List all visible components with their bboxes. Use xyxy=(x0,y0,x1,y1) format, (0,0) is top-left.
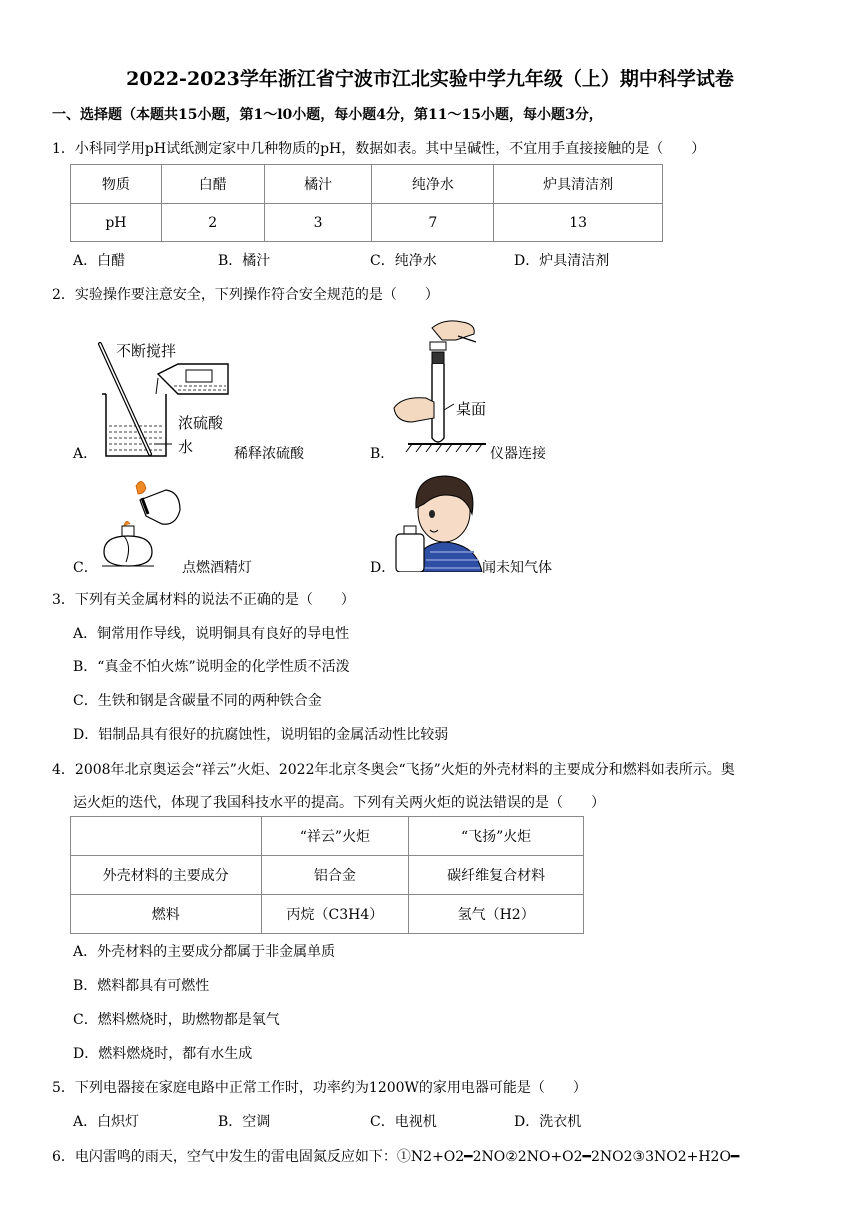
page-title: 2022-2023学年浙江省宁波市江北实验中学九年级（上）期中科学试卷 xyxy=(126,68,734,90)
q4-option: B．燃料都具有可燃性 xyxy=(73,978,210,994)
q1-option: A．白醋 xyxy=(73,253,126,269)
q4-cell xyxy=(71,817,262,856)
q4-option: D．燃料燃烧时，都有水生成 xyxy=(73,1046,253,1062)
q4-cell: 碳纤维复合材料 xyxy=(409,856,584,895)
label-stir: 不断搅拌 xyxy=(116,342,177,360)
q5-option: D．洗衣机 xyxy=(514,1114,582,1130)
q2-option-b-caption: 仪器连接 xyxy=(490,446,546,462)
q1-table xyxy=(70,164,663,242)
q2-option-a-caption: 稀释浓硫酸 xyxy=(234,446,304,462)
q4-cell: “飞扬”火炬 xyxy=(409,817,584,856)
label-tabletop: 桌面 xyxy=(456,400,487,418)
q1-stem: 1．小科同学用pH试纸测定家中几种物质的pH，数据如表。其中呈碱性，不宜用手直接接触的是（ ） xyxy=(52,141,706,157)
q2-option-a-letter: A． xyxy=(73,446,98,462)
q1-option: D．炉具清洁剂 xyxy=(514,253,610,269)
q3-option: A．铜常用作导线，说明铜具有良好的导电性 xyxy=(73,626,350,642)
q1-option: B．橘汁 xyxy=(218,253,271,269)
instrument-connection-figure xyxy=(392,314,492,466)
q5-stem: 5．下列电器接在家庭电路中正常工作时，功率约为1200W的家用电器可能是（ ） xyxy=(52,1080,587,1096)
q2-option-c-caption: 点燃酒精灯 xyxy=(182,560,252,576)
q4-cell: 外壳材料的主要成分 xyxy=(71,856,262,895)
q3-stem: 3．下列有关金属材料的说法不正确的是（ ） xyxy=(52,592,355,608)
q4-cell: 铝合金 xyxy=(261,856,409,895)
q3-option: B．“真金不怕火炼”说明金的化学性质不活泼 xyxy=(73,659,350,675)
q1-cell: 炉具清洁剂 xyxy=(494,165,663,204)
q1-option: C．纯净水 xyxy=(370,253,437,269)
q3-option: C．生铁和钢是含碳量不同的两种铁合金 xyxy=(73,693,322,709)
q4-cell: 丙烷（C3H4） xyxy=(261,895,409,934)
q4-stem-line2: 运火炬的迭代，体现了我国科技水平的提高。下列有关两火炬的说法错误的是（ ） xyxy=(73,795,605,811)
q1-cell: 3 xyxy=(264,204,372,242)
q2-stem: 2．实验操作要注意安全，下列操作符合安全规范的是（ ） xyxy=(52,287,439,303)
q4-cell: “祥云”火炬 xyxy=(261,817,409,856)
q6-stem: 6．电闪雷鸣的雨天，空气中发生的雷电固氮反应如下：①N2+O2━2NO②2NO+O2━2NO2③3NO2+H2O━ xyxy=(52,1149,740,1165)
q5-option: C．电视机 xyxy=(370,1114,437,1130)
q1-cell: 7 xyxy=(372,204,494,242)
q2-option-d-caption: 闻未知气体 xyxy=(482,560,552,576)
q1-cell: 纯净水 xyxy=(372,165,494,204)
label-water: 水 xyxy=(178,438,194,456)
q1-cell: pH xyxy=(71,204,162,242)
q5-option: B．空调 xyxy=(218,1114,271,1130)
q4-cell: 燃料 xyxy=(71,895,262,934)
q4-table xyxy=(70,816,584,934)
q2-option-b-letter: B． xyxy=(370,446,395,462)
q4-option: A．外壳材料的主要成分都属于非金属单质 xyxy=(73,944,336,960)
alcohol-lamp-figure xyxy=(96,476,186,572)
q4-option: C．燃料燃烧时，助燃物都是氧气 xyxy=(73,1012,280,1028)
q1-cell: 橘汁 xyxy=(264,165,372,204)
q3-option: D．铝制品具有很好的抗腐蚀性，说明铝的金属活动性比较弱 xyxy=(73,727,449,743)
smell-gas-figure xyxy=(394,468,486,572)
q1-cell: 物质 xyxy=(71,165,162,204)
q2-option-c-letter: C． xyxy=(73,560,98,576)
q1-cell: 13 xyxy=(494,204,663,242)
q2-option-d-letter: D． xyxy=(370,560,396,576)
label-conc-acid: 浓硫酸 xyxy=(178,414,224,432)
q5-option: A．白炽灯 xyxy=(73,1114,140,1130)
q4-cell: 氢气（H2） xyxy=(409,895,584,934)
q4-stem-line1: 4．2008年北京奥运会“祥云”火炬、2022年北京冬奥会“飞扬”火炬的外壳材料的主要成分和燃料如表所示。奥 xyxy=(52,762,735,778)
q1-cell: 白醋 xyxy=(161,165,264,204)
section-heading: 一、选择题（本题共15小题，第1～l0小题，每小题4分，第11～15小题，每小题3分， xyxy=(52,107,603,123)
q1-cell: 2 xyxy=(161,204,264,242)
